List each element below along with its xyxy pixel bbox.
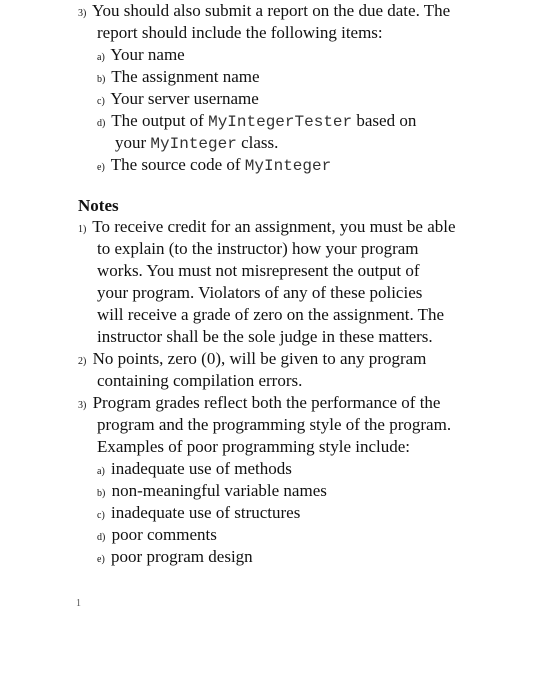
- report-item-number: b): [97, 74, 106, 85]
- report-item-e: [97, 154, 331, 179]
- style-item-number: a): [97, 466, 105, 477]
- report-item-number: a): [97, 52, 105, 63]
- note1-line: will receive a grade of zero on the assignment. The: [97, 305, 445, 324]
- style-item-number: c): [97, 510, 105, 521]
- notes-heading: Notes: [78, 196, 119, 215]
- report-item-number: d): [97, 118, 106, 129]
- note1-text: To receive credit for an assignment, you must be able: [92, 217, 456, 236]
- style-item-text: poor comments: [111, 525, 217, 544]
- report-item-text: class.: [236, 133, 279, 152]
- note1-number: 1): [78, 224, 87, 235]
- report-item-text: your: [115, 133, 151, 152]
- style-item-text: inadequate use of methods: [111, 459, 292, 478]
- report-item-text: The assignment name: [111, 67, 260, 86]
- report-item-text: Your server username: [110, 89, 259, 108]
- report-item-number: c): [97, 96, 105, 107]
- style-item-text: inadequate use of structures: [111, 503, 301, 522]
- section3-line2: [97, 22, 383, 44]
- note2-line: containing compilation errors.: [97, 371, 303, 390]
- note1-line: instructor shall be the sole judge in these matters.: [97, 327, 433, 346]
- report-item-text: The source code of: [110, 155, 245, 174]
- style-item-number: b): [97, 488, 106, 499]
- note1-line: your program. Violators of any of these policies: [97, 283, 423, 302]
- style-item-e: [97, 546, 253, 571]
- style-item-number: e): [97, 554, 105, 565]
- note3-line: Examples of poor programming style include:: [97, 437, 411, 456]
- report-item-text: The output of: [111, 111, 209, 130]
- section3-text-line2: report should include the following items:: [97, 23, 383, 42]
- style-item-text: non-meaningful variable names: [111, 481, 327, 500]
- note3-line: program and the programming style of the program.: [97, 415, 452, 434]
- report-item-text: based on: [352, 111, 417, 130]
- report-item-code: MyInteger: [150, 135, 237, 153]
- section3-text-line1: You should also submit a report on the due date. The: [91, 1, 451, 20]
- note3-text: Program grades reflect both the performance of the: [92, 393, 441, 412]
- style-item-text: poor program design: [111, 547, 253, 566]
- note1-line: works. You must not misrepresent the output of: [97, 261, 420, 280]
- report-item-text: Your name: [110, 45, 185, 64]
- report-item-code: MyInteger: [244, 157, 332, 175]
- style-item-number: d): [97, 532, 106, 543]
- note2-number: 2): [78, 356, 87, 367]
- report-item-code: MyIntegerTester: [208, 113, 353, 131]
- report-item-number: e): [97, 162, 105, 173]
- note1-line: to explain (to the instructor) how your program: [97, 239, 419, 258]
- note2-text: No points, zero (0), will be given to any program: [92, 349, 427, 368]
- report-item-d-continued: [115, 132, 278, 155]
- note3-number: 3): [78, 400, 87, 411]
- page-number: 1: [76, 598, 81, 609]
- section3-number: 3): [78, 8, 87, 19]
